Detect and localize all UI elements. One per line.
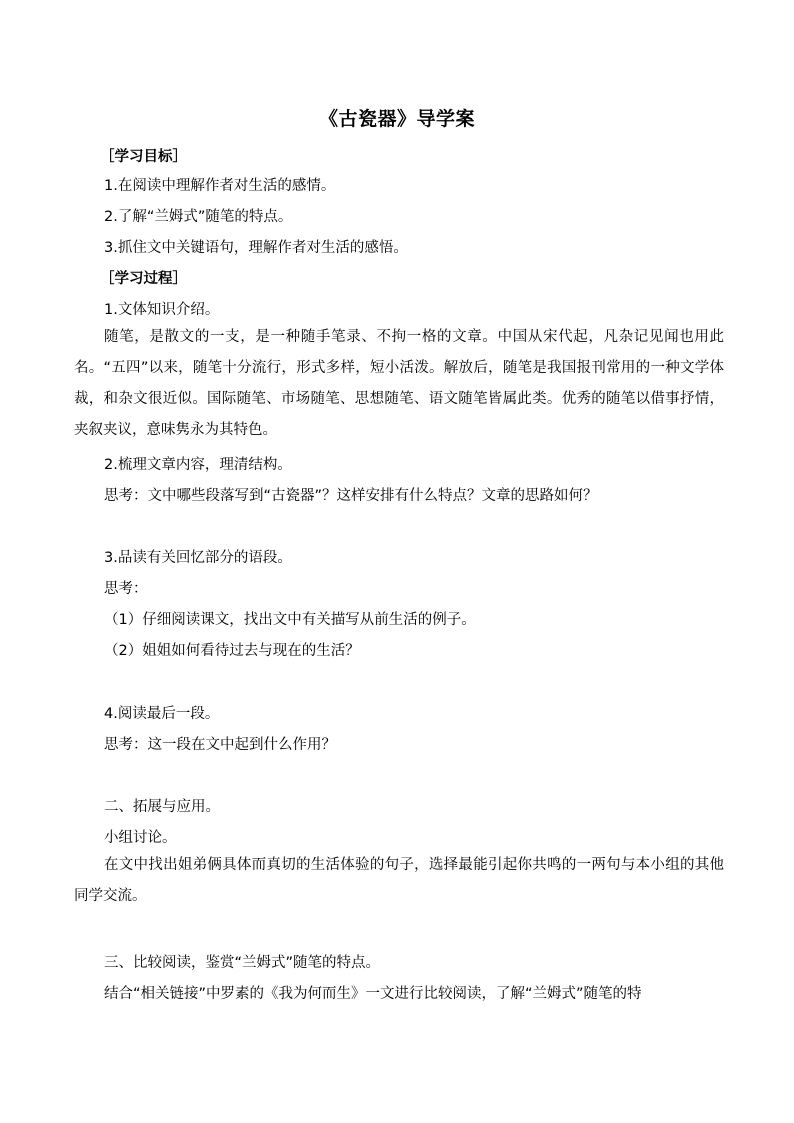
part-2-title: 二、拓展与应用。 <box>104 799 220 815</box>
objective-item-2: 2.了解“兰姆式”随笔的特点。 <box>104 209 293 225</box>
section-3-title: 3.品读有关回忆部分的语段。 <box>104 550 292 566</box>
section-2-question: 思考：文中哪些段落写到“古瓷器”？这样安排有什么特点？文章的思路如何？ <box>104 488 598 504</box>
objectives-heading: ［学习目标］ <box>100 149 187 165</box>
section-2-title: 2.梳理文章内容，理清结构。 <box>104 457 292 473</box>
objective-item-3: 3.抓住文中关键语句，理解作者对生活的感悟。 <box>104 240 408 256</box>
section-3-think: 思考： <box>104 581 148 597</box>
process-heading: ［学习过程］ <box>100 271 187 287</box>
section-1-body: 随笔，是散文的一支，是一种随手笔录、不拘一格的文章。中国从宋代起，凡杂记见闻也用此名。“五四”以来，随笔十分流行，形式多样，短小活泼。解放后，随笔是我国报刊常用的一种文学体裁，和杂文很近似。国际随笔、市场随笔、思想随笔、语文随笔皆属此类。优秀的随笔以借事抒情，夹叙夹议，意味隽永为其特色。 <box>74 329 724 438</box>
section-3-question-1: （1）仔细阅读课文，找出文中有关描写从前生活的例子。 <box>104 612 476 628</box>
part-2-body: 在文中找出姐弟俩具体而真切的生活体验的句子，选择最能引起你共鸣的一两句与本小组的其他同学交流。 <box>74 857 724 904</box>
section-4-title: 4.阅读最后一段。 <box>104 706 220 722</box>
objective-item-1: 1.在阅读中理解作者对生活的感情。 <box>104 178 336 194</box>
page-title: 《古瓷器》导学案 <box>318 108 475 130</box>
section-3-question-2: （2）姐姐如何看待过去与现在的生活？ <box>104 643 360 659</box>
part-3-body: 结合“相关链接”中罗素的《我为何而生》一文进行比较阅读，了解“兰姆式”随笔的特 <box>104 986 642 1002</box>
part-2-subtitle: 小组讨论。 <box>104 830 177 846</box>
section-1-title: 1.文体知识介绍。 <box>104 302 220 318</box>
part-3-title: 三、比较阅读，鉴赏“兰姆式”随笔的特点。 <box>104 955 381 971</box>
section-4-question: 思考：这一段在文中起到什么作用？ <box>104 737 336 753</box>
